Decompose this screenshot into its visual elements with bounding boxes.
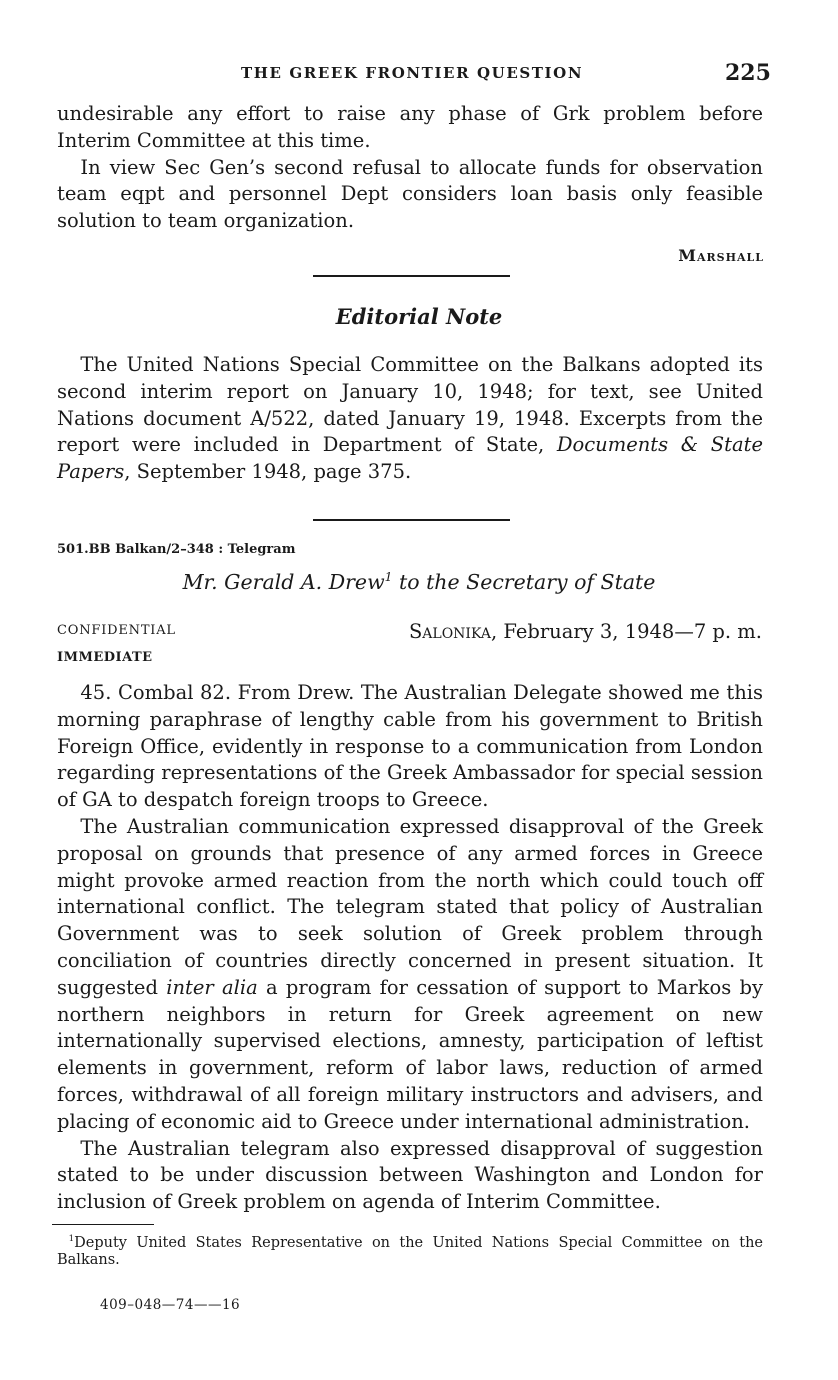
telegram-paragraph-2-part-1: The Australian communication expressed disapproval of the Greek proposal on grounds that presence of any armed forces in Greece might provoke armed reaction from the north which could touch off international conflict. The telegram stated that policy of Australian Government was to seek solution of Greek problem through conciliation of countries directly concerned in present situation. It suggested xyxy=(57,814,763,999)
running-head xyxy=(0,60,838,90)
footnote-divider xyxy=(52,1224,154,1225)
printer-code: 409–048—74——16 xyxy=(100,1297,241,1313)
continuation-text xyxy=(57,101,763,235)
page-number: 225 xyxy=(725,60,771,86)
footnote xyxy=(57,1235,763,1269)
telegram-paragraph-2-part-2: a program for cessation of support to Markos by northern neighbors in return for Greek agreement on new internationally supervised elections, amnesty, participation of leftist elements in government, reform of labor laws, reduction of armed forces, withdrawal of all foreign military instructors and advisers, and placing of economic aid to Greece under international administration. xyxy=(57,975,763,1133)
running-title: THE GREEK FRONTIER QUESTION xyxy=(241,64,584,82)
telegram-heading-sender: Mr. Gerald A. Drew xyxy=(182,570,385,594)
priority-label: IMMEDIATE xyxy=(57,650,153,665)
dateline-place: Salonika xyxy=(408,620,491,643)
telegram-heading-recipient: to the Secretary of State xyxy=(392,570,656,594)
telegram-paragraph-3: The Australian telegram also expressed disapproval of suggestion stated to be under discussion between Washington and London for inclusion of Greek problem on agenda of Interim Committee. xyxy=(57,1136,763,1214)
telegram-paragraph-2 xyxy=(57,814,763,1136)
dateline-date: , February 3, 1948—7 p. m. xyxy=(490,620,762,643)
editorial-note-text-part-2: , September 1948, page 375. xyxy=(124,460,412,484)
telegram-body xyxy=(57,680,763,1216)
section-divider-1 xyxy=(313,275,510,277)
file-reference: 501.BB Balkan/2–348 : Telegram xyxy=(57,542,296,557)
continuation-paragraph-2: In view Sec Gen’s second refusal to allocate funds for observation team eqpt and personnel Dept considers loan basis only feasible solution to team organization. xyxy=(57,155,763,233)
editorial-note-paragraph xyxy=(57,352,763,486)
editorial-note-body xyxy=(57,352,763,486)
editorial-note-publication-title: Documents & State Papers xyxy=(57,433,763,484)
editorial-note-heading: Editorial Note xyxy=(335,304,503,329)
telegram-paragraph-2-latin: inter alia xyxy=(166,975,258,999)
footnote-marker: 1 xyxy=(68,1234,75,1245)
classification-label: CONFIDENTIAL xyxy=(57,623,176,638)
continuation-paragraph-1: undesirable any effort to raise any phase of Grk problem before Interim Committee at this time. xyxy=(57,102,763,152)
telegram-paragraph-1: 45. Combal 82. From Drew. The Australian Delegate showed me this morning paraphrase of lengthy cable from his government to British Foreign Office, evidently in response to a communication from London regarding representations of the Greek Ambassador for special session of GA to despatch foreign troops to Greece. xyxy=(57,681,763,812)
signature-marshall: Marshall xyxy=(678,246,764,265)
dateline xyxy=(409,620,762,643)
footnote-marker-ref: 1 xyxy=(384,570,393,585)
editorial-note-text-part-1: The United Nations Special Committee on the Balkans adopted its second interim report on January 10, 1948; for text, see United Nations document A/522, dated January 19, 1948. Excerpts from the report were included in Department of State, xyxy=(57,353,763,457)
telegram-heading xyxy=(0,570,838,594)
section-divider-2 xyxy=(313,519,510,521)
footnote-text: Deputy United States Representative on the United Nations Special Committee on the Balkans. xyxy=(57,1235,763,1268)
